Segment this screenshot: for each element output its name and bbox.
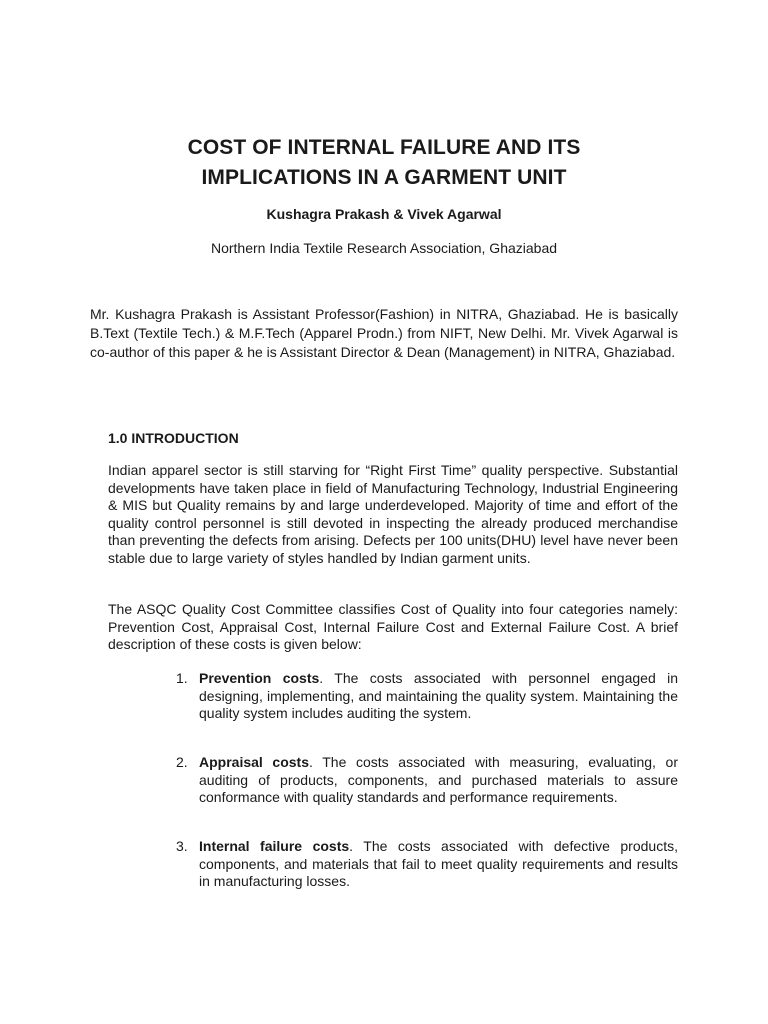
paper-title xyxy=(0,133,768,193)
paper-title-line-2: IMPLICATIONS IN A GARMENT UNIT xyxy=(201,166,567,189)
paper-authors: Kushagra Prakash & Vivek Agarwal xyxy=(266,206,502,222)
list-item-number: 1. xyxy=(176,670,188,686)
list-item xyxy=(176,670,678,723)
list-item-body xyxy=(199,670,678,723)
list-item-number: 3. xyxy=(176,838,188,854)
paper-affiliation: Northern India Textile Research Association, Ghaziabad xyxy=(210,240,558,256)
list-item-text: . The costs associated with measuring, evaluating, or auditing of products, components, and purchased materials to assure conformance with quality standards and performance requirements. xyxy=(199,754,678,805)
asqc-paragraph: The ASQC Quality Cost Committee classifies Cost of Quality into four categories namely: Prevention Cost, Appraisal Cost, Internal Failure Cost and External Failure Cost. A brief description of these costs is given below: xyxy=(108,601,678,652)
author-bio: Mr. Kushagra Prakash is Assistant Professor(Fashion) in NITRA, Ghaziabad. He is basically B.Text (Textile Tech.) & M.F.Tech (Apparel Prodn.) from NIFT, New Delhi. Mr. Vivek Agarwal is co-author of this paper & he is Assistant Director & Dean (Management) in NITRA, Ghaziabad. xyxy=(90,306,678,360)
intro-paragraph: Indian apparel sector is still starving for “Right First Time” quality perspective. Substantial developments have taken place in field of Manufacturing Technology, Industrial Engineering & MIS but Quality remains by and large underdeveloped. Majority of time and effort of the quality control personnel is still devoted in inspecting the already produced merchandise than preventing the defects from arising. Defects per 100 units(DHU) level have never been stable due to large variety of styles handled by Indian garment units. xyxy=(108,462,678,566)
paper-title-line-1: COST OF INTERNAL FAILURE AND ITS xyxy=(187,136,581,159)
list-item-body xyxy=(199,754,678,807)
list-item-body xyxy=(199,838,678,891)
list-item-term: Appraisal costs xyxy=(199,754,309,770)
list-item-text: . The costs associated with personnel engaged in designing, implementing, and maintaining the quality system. Maintaining the quality system includes auditing the system. xyxy=(199,670,678,721)
list-item xyxy=(176,754,678,807)
list-item xyxy=(176,838,678,891)
section-heading-introduction: 1.0 INTRODUCTION xyxy=(108,430,239,446)
list-item-term: Prevention costs xyxy=(199,670,320,686)
list-item-number: 2. xyxy=(176,754,188,770)
list-item-term: Internal failure costs xyxy=(199,838,350,854)
list-item-text: . The costs associated with defective products, components, and materials that fail to meet quality requirements and results in manufacturing losses. xyxy=(199,838,678,889)
